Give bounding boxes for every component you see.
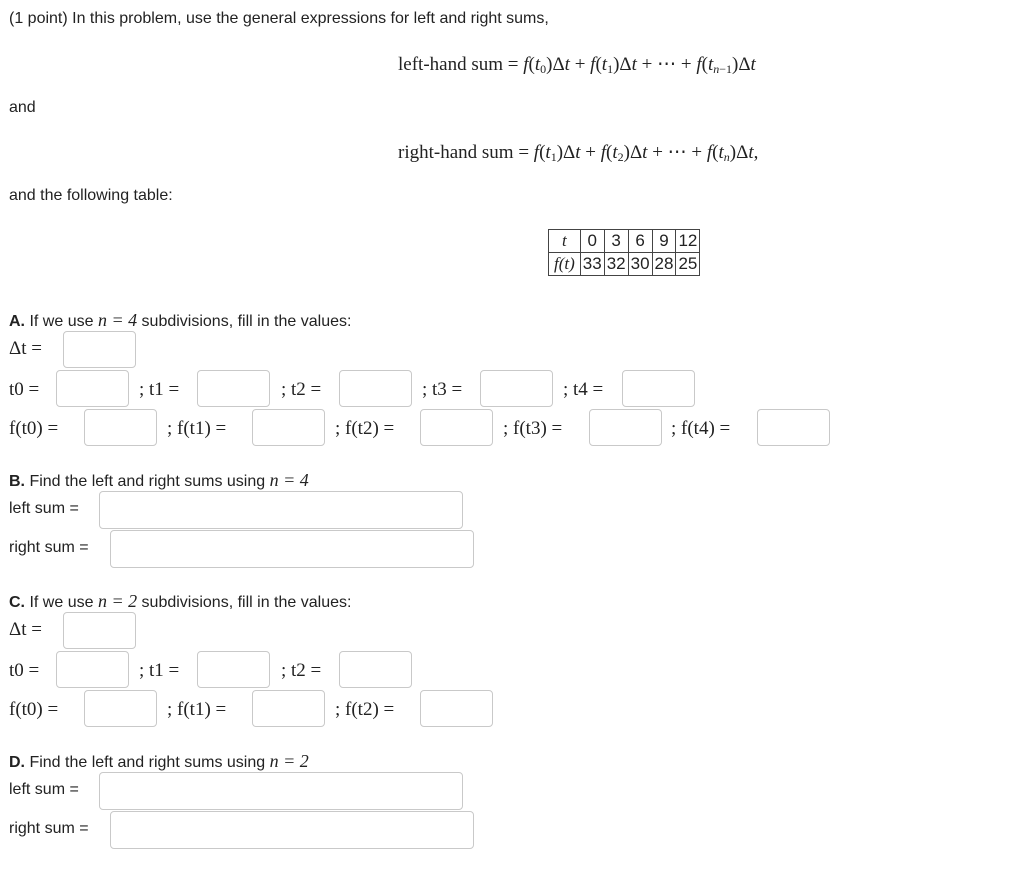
part-a-t4-label: ; t4 = [563, 379, 604, 400]
part-c-ft0-label: f(t0) = [9, 699, 59, 720]
table-header-ft: f(t) [549, 253, 581, 276]
part-a-t1-label: ; t1 = [139, 379, 180, 400]
part-d-right-sum-input[interactable] [110, 811, 474, 849]
left-hand-sum-label: left-hand sum [398, 54, 504, 75]
part-c-label: C. [9, 594, 25, 611]
part-a-t3-label: ; t3 = [422, 379, 463, 400]
table-cell: 3 [604, 230, 628, 253]
part-a-t2-input[interactable] [339, 370, 412, 407]
part-c-ft1-label: ; f(t1) = [167, 699, 227, 720]
part-a-ft1-label: ; f(t1) = [167, 418, 227, 439]
part-d-left-sum-label: left sum = [9, 781, 79, 798]
table-lead-text: and the following table: [9, 187, 173, 204]
part-a-t0-label: t0 = [9, 379, 40, 400]
part-d-left-sum-input[interactable] [99, 772, 463, 810]
part-b-text: Find the left and right sums using [29, 473, 266, 490]
part-a-t2-label: ; t2 = [281, 379, 322, 400]
table-cell: 33 [580, 253, 604, 276]
table-cell: 12 [676, 230, 700, 253]
part-b-left-sum-input[interactable] [99, 491, 463, 529]
part-c-t0-input[interactable] [56, 651, 129, 688]
part-a-ft0-label: f(t0) = [9, 418, 59, 439]
part-c-text: If we use [29, 594, 94, 611]
part-a-text: If we use [29, 313, 94, 330]
part-a-ft3-label: ; f(t3) = [503, 418, 563, 439]
table-cell: 25 [676, 253, 700, 276]
part-a-n-expr: n = 4 [97, 310, 138, 330]
part-c-t2-label: ; t2 = [281, 660, 322, 681]
table-row [549, 230, 700, 253]
part-a-ft1-input[interactable] [252, 409, 325, 446]
part-a-ft0-input[interactable] [84, 409, 157, 446]
part-c-t2-input[interactable] [339, 651, 412, 688]
part-d-text: Find the left and right sums using [29, 754, 266, 771]
part-c-t1-input[interactable] [197, 651, 270, 688]
part-c-suffix: subdivisions, fill in the values: [141, 594, 352, 611]
table-cell: 6 [628, 230, 652, 253]
part-a-ft4-label: ; f(t4) = [671, 418, 731, 439]
table-row [549, 253, 700, 276]
part-a-t4-input[interactable] [622, 370, 695, 407]
part-c-heading [9, 591, 351, 612]
part-a-t0-input[interactable] [56, 370, 129, 407]
table-cell: 30 [628, 253, 652, 276]
part-a-ft2-input[interactable] [420, 409, 493, 446]
table-cell: 9 [652, 230, 676, 253]
part-d-n-expr: n = 2 [269, 751, 309, 771]
part-c-delta-t-input[interactable] [63, 612, 136, 649]
part-c-ft2-label: ; f(t2) = [335, 699, 395, 720]
part-a-delta-label: Δt = [9, 338, 42, 359]
part-c-ft0-input[interactable] [84, 690, 157, 727]
table-cell: 28 [652, 253, 676, 276]
problem-intro: (1 point) In this problem, use the general expressions for left and right sums, [9, 10, 549, 27]
data-table [548, 229, 700, 276]
part-a-suffix: subdivisions, fill in the values: [141, 313, 352, 330]
part-d-heading [9, 751, 309, 772]
part-a-label: A. [9, 313, 25, 330]
part-c-delta-label: Δt = [9, 619, 42, 640]
left-hand-sum-formula: left-hand sum = $f(t_0)\Delta t + f(t_1)\Delta t$ + ⋯ + $f(t_{n-1})\Delta t$ [398, 54, 756, 76]
part-b-right-sum-label: right sum = [9, 539, 89, 556]
table-cell: 0 [580, 230, 604, 253]
right-hand-sum-label: right-hand sum [398, 142, 514, 163]
part-c-ft2-input[interactable] [420, 690, 493, 727]
part-a-ft3-input[interactable] [589, 409, 662, 446]
part-c-t1-label: ; t1 = [139, 660, 180, 681]
part-a-delta-t-input[interactable] [63, 331, 136, 368]
right-hand-sum-formula: right-hand sum = $f(t_1)\Delta t + f(t_2)\Delta t$ + ⋯ + $f(t_n)\Delta t$, [398, 142, 759, 164]
part-b-label: B. [9, 473, 25, 490]
part-b-heading [9, 470, 309, 491]
part-c-ft1-input[interactable] [252, 690, 325, 727]
part-a-t1-input[interactable] [197, 370, 270, 407]
and-text: and [9, 99, 36, 116]
part-b-right-sum-input[interactable] [110, 530, 474, 568]
part-d-label: D. [9, 754, 25, 771]
part-b-left-sum-label: left sum = [9, 500, 79, 517]
table-cell: 32 [604, 253, 628, 276]
part-a-heading [9, 310, 351, 331]
part-c-t0-label: t0 = [9, 660, 40, 681]
table-header-t: t [549, 230, 581, 253]
part-a-ft4-input[interactable] [757, 409, 830, 446]
part-d-right-sum-label: right sum = [9, 820, 89, 837]
part-c-n-expr: n = 2 [97, 591, 138, 611]
part-a-ft2-label: ; f(t2) = [335, 418, 395, 439]
part-b-n-expr: n = 4 [269, 470, 309, 490]
part-a-t3-input[interactable] [480, 370, 553, 407]
